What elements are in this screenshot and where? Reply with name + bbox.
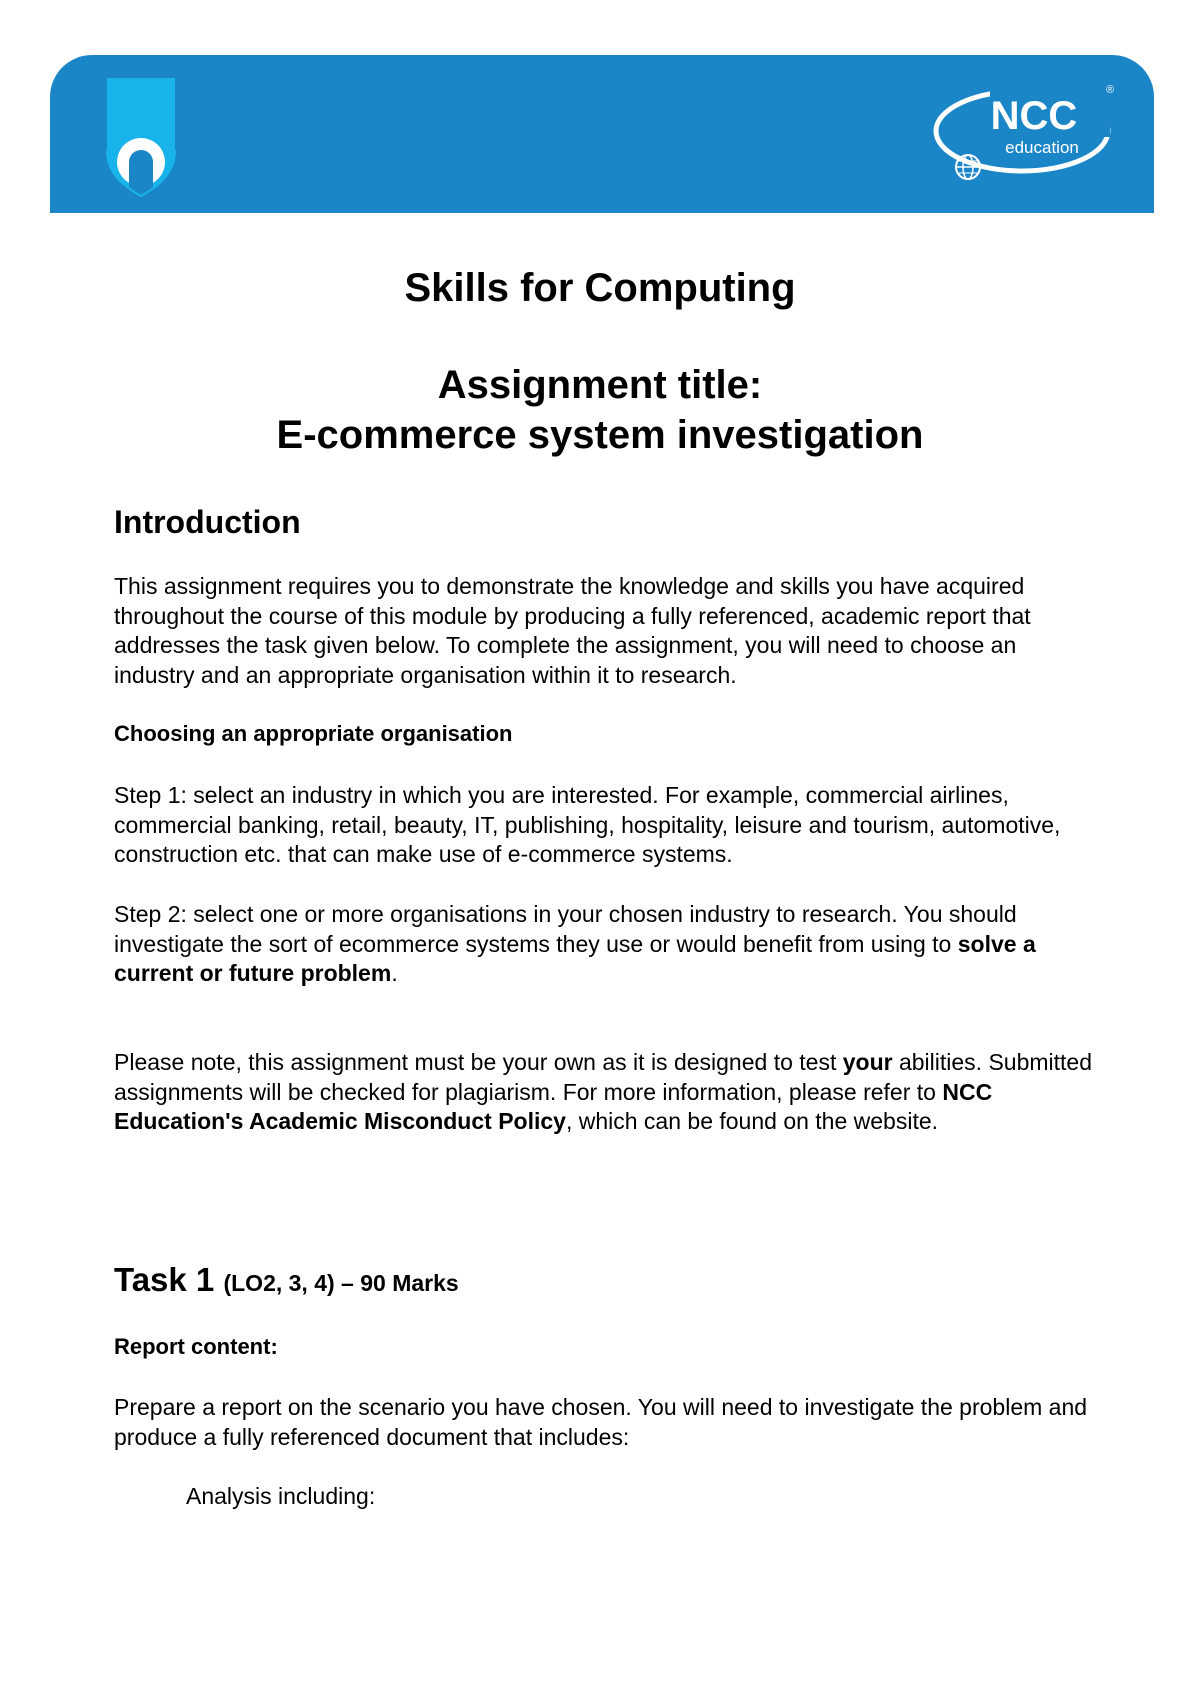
step2-text: Step 2: select one or more organisations in your chosen industry to research. You should investigate the sort of ecommerce systems they use or would benefit from using to [114,901,1017,957]
report-paragraph: Prepare a report on the scenario you have chosen. You will need to investigate the problem and produce a fully referenced document that includes: [114,1394,1088,1450]
note-bold-your: your [842,1049,893,1075]
note-paragraph [114,1048,1094,1137]
task1-marks: (LO2, 3, 4) – 90 Marks [223,1270,459,1296]
analysis-line: Analysis including: [186,1483,376,1509]
note-policy-name: NCC Education's Academic Misconduct Policy [114,1078,993,1134]
step2-paragraph [114,900,1094,989]
ncc-education-logo [930,79,1118,189]
report-content-heading: Report content: [114,1334,278,1359]
assignment-title [0,360,1200,460]
step1-paragraph: Step 1: select an industry in which you are interested. For example, commercial airlines, commercial banking, retail, beauty, IT, publishing, hospitality, leisure and tourism, automotive, construction etc. that can make use of e-commerce systems. [114,782,1061,867]
step2-emphasis: solve a current or future problem [114,930,1036,986]
introduction-paragraph: This assignment requires you to demonstrate the knowledge and skills you have acquired throughout the course of this module by producing a fully referenced, academic report that addresses the task given below. To complete the assignment, you will need to choose an industry and an appropriate organisation within it to research. [114,573,1031,688]
assignment-name: E-commerce system investigation [276,413,924,457]
choosing-heading: Choosing an appropriate organisation [114,721,513,746]
note-part1: Please note, this assignment must be your own as it is designed to test [114,1049,843,1075]
task1-label: Task 1 [114,1261,215,1298]
step2-end: . [391,960,398,986]
logo-tagline: education [1005,138,1079,157]
logo-wordmark: NCC [990,94,1078,138]
document-title: Skills for Computing [404,266,796,310]
registered-mark: ® [1105,84,1115,96]
globe-icon [956,155,980,179]
note-part3: , which can be found on the website. [565,1108,939,1134]
university-shield-logo [105,78,177,198]
task1-heading [114,1260,1094,1303]
header-banner [50,55,1154,213]
introduction-heading: Introduction [114,504,301,540]
note-part2: abilities. Submitted assignments will be checked for plagiarism. For more information, please refer to [114,1049,1093,1105]
assignment-label: Assignment title: [437,363,763,407]
